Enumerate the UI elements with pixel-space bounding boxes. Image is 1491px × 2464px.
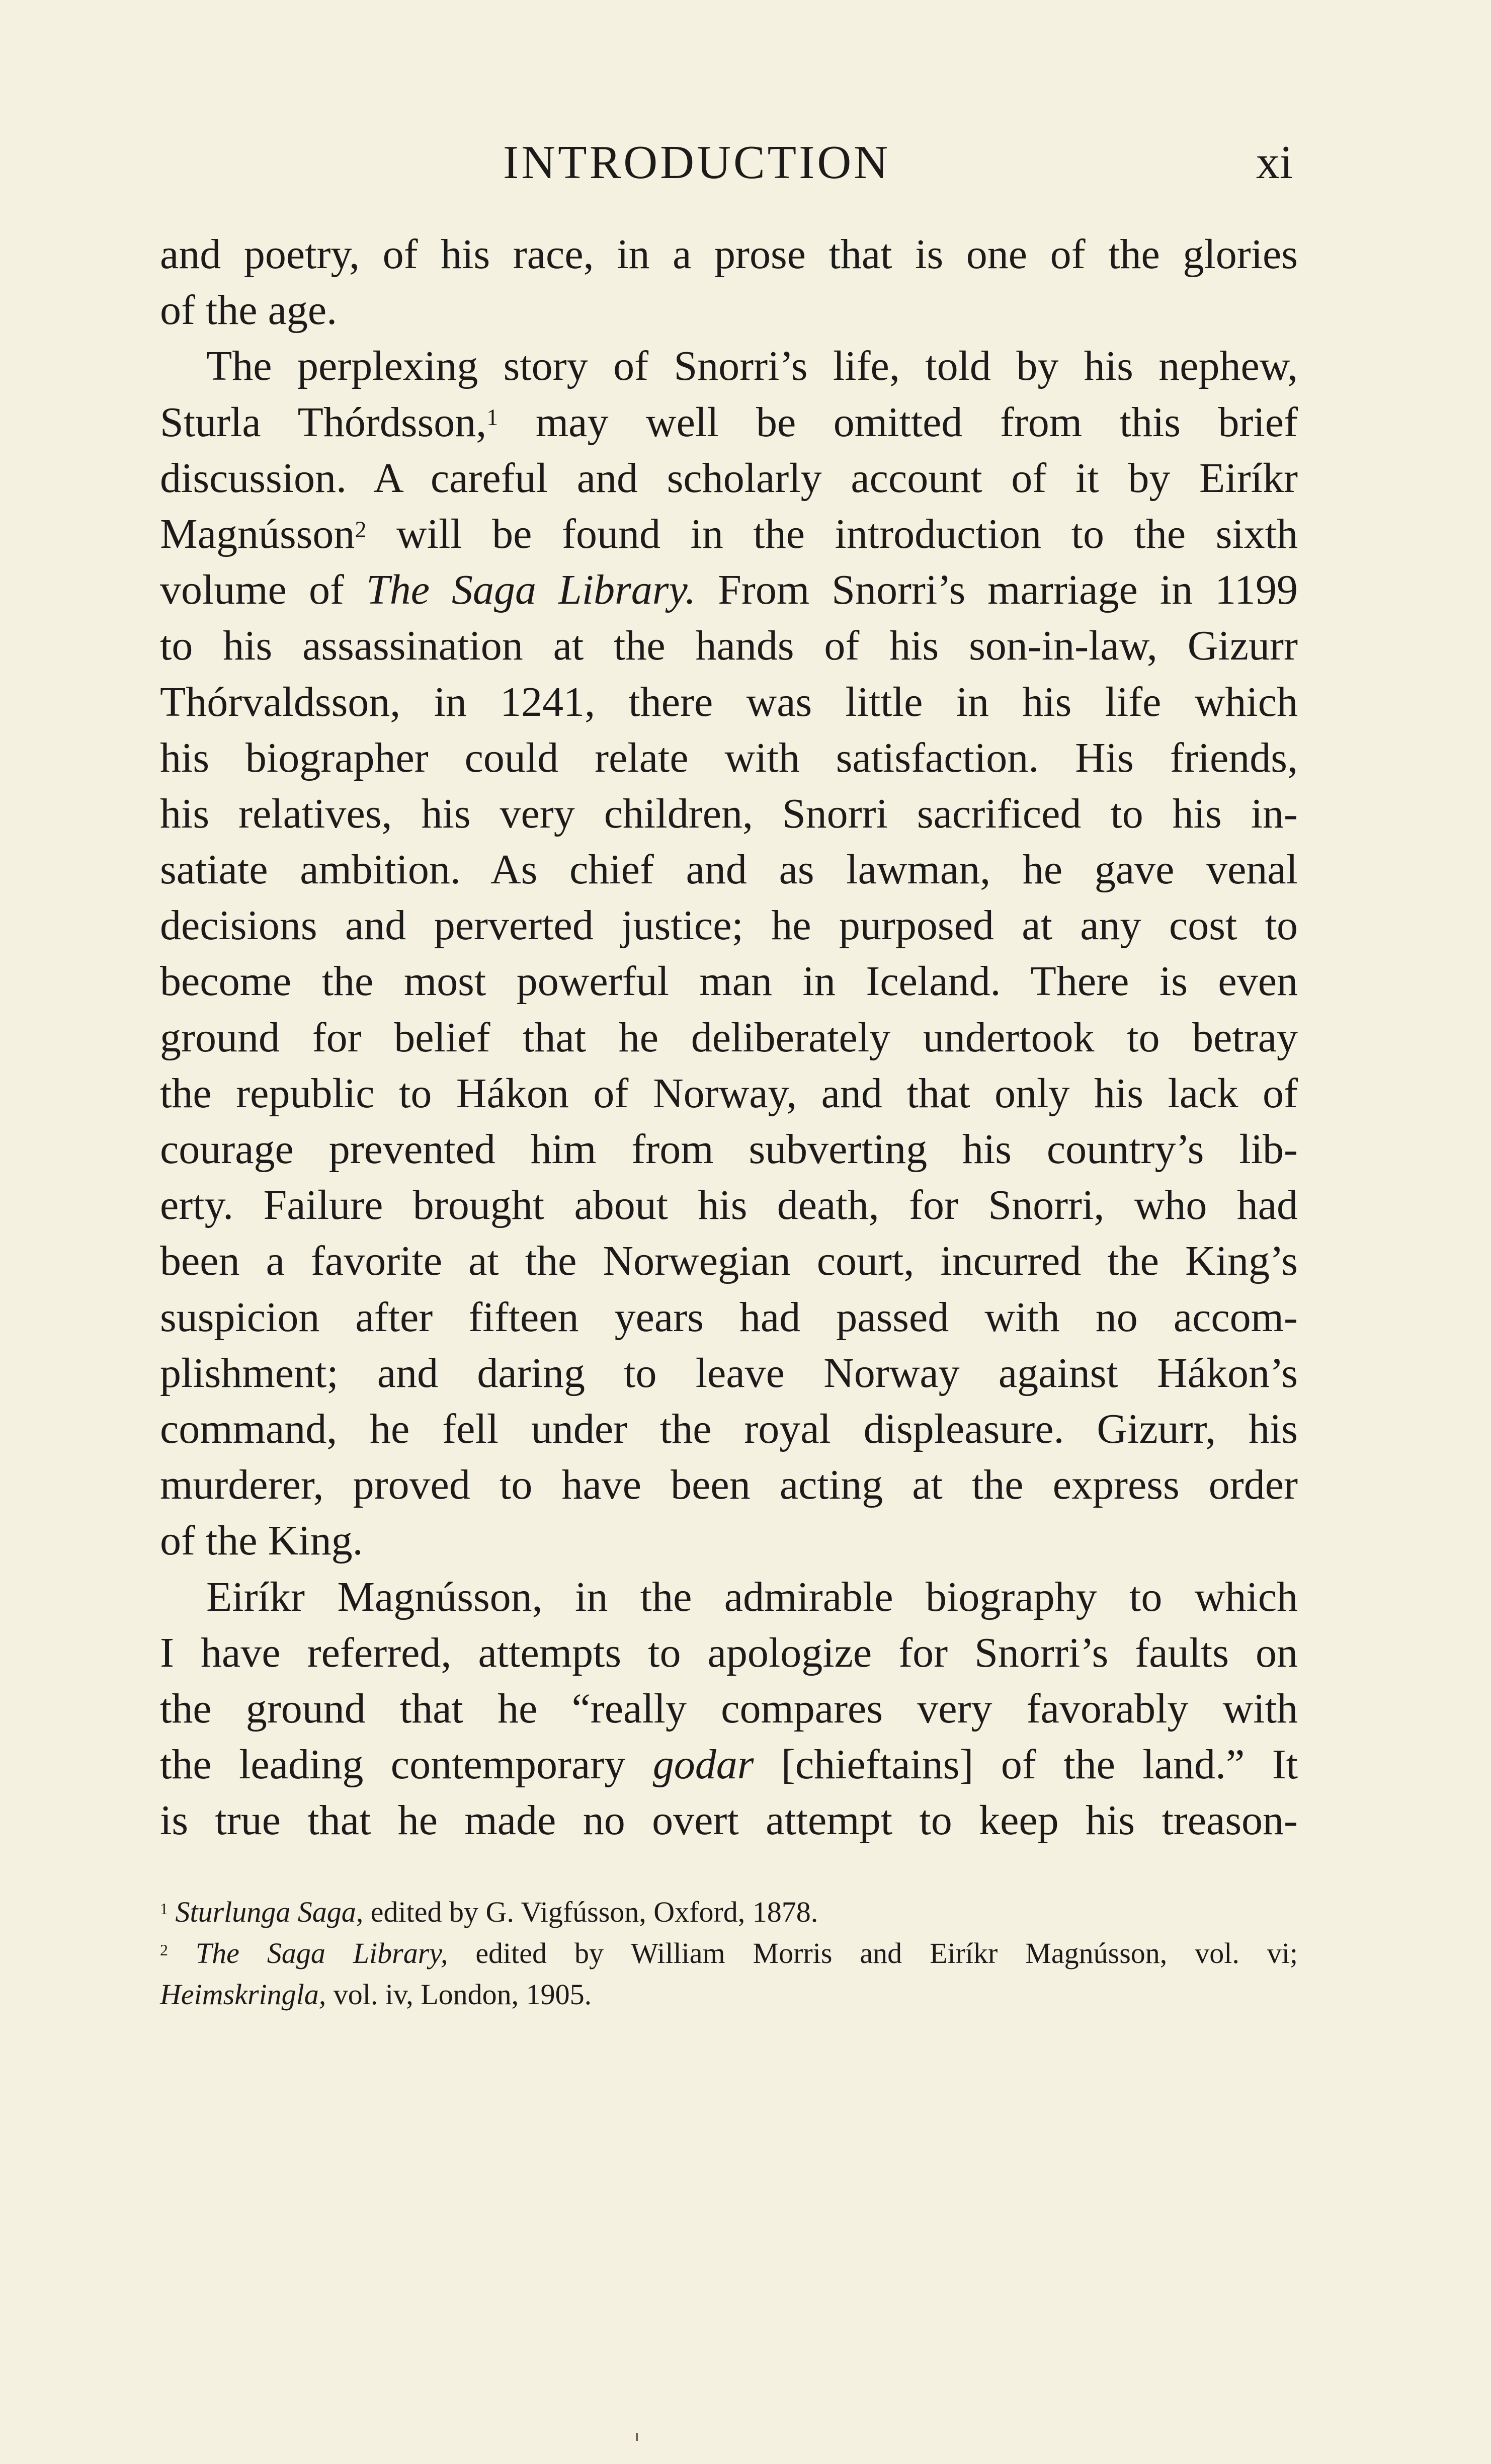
- footnote: [160, 1892, 1298, 1933]
- text-fragment: Sturla Thórdsson,: [160, 398, 487, 446]
- footnote-title: The Saga Library,: [195, 1937, 448, 1969]
- footnote-ref: 1: [486, 404, 499, 431]
- text-line: his relatives, his very children, Snorri sacrificed to his in-: [160, 790, 1298, 837]
- text-line: satiate ambition. As chief and as lawman, he gave venal: [160, 846, 1298, 893]
- footnote-continuation: [160, 1974, 1298, 2015]
- text-line: Eiríkr Magnússon, in the admirable biography to which: [206, 1573, 1298, 1620]
- text-line: plishment; and daring to leave Norway against Hákon’s: [160, 1349, 1298, 1397]
- text-fragment: Magnússon: [160, 510, 355, 557]
- text-line: The perplexing story of Snorri’s life, told by his nephew,: [206, 343, 1298, 390]
- text-line: [160, 562, 1298, 618]
- footnote-ref: 2: [355, 516, 367, 542]
- text-line: command, he fell under the royal displeasure. Gizurr, his: [160, 1405, 1298, 1452]
- book-title: The Saga Library.: [366, 566, 696, 614]
- footnote-text: edited by William Morris and Eiríkr Magnússon, vol. vi;: [475, 1937, 1298, 1969]
- text-fragment: will be found in the introduction to the sixth: [396, 510, 1298, 557]
- page-header: [503, 135, 1313, 190]
- text-fragment: [chieftains] of the land.” It: [781, 1741, 1298, 1788]
- text-line: of the age.: [160, 287, 338, 334]
- text-line: suspicion after fifteen years had passed with no accom-: [160, 1293, 1298, 1341]
- text-line: decisions and perverted justice; he purposed at any cost to: [160, 902, 1298, 949]
- text-line: I have referred, attempts to apologize for Snorri’s faults on: [160, 1629, 1298, 1676]
- italic-term: godar: [652, 1741, 754, 1788]
- text-line: to his assassination at the hands of his son-in-law, Gizurr: [160, 622, 1298, 670]
- text-fragment: volume of: [160, 566, 344, 614]
- text-line: of the King.: [160, 1517, 363, 1565]
- footnote-text: edited by G. Vigfússon, Oxford, 1878.: [370, 1896, 818, 1928]
- text-line: ground for belief that he deliberately undertook to betray: [160, 1014, 1298, 1061]
- text-line: become the most powerful man in Iceland. There is even: [160, 958, 1298, 1005]
- text-line: been a favorite at the Norwegian court, incurred the King’s: [160, 1238, 1298, 1285]
- text-line: [160, 1737, 1298, 1792]
- footnotes: [160, 1892, 1298, 2015]
- text-fragment: From Snorri’s marriage in 1199: [718, 566, 1298, 614]
- text-line: murderer, proved to have been acting at the express order: [160, 1461, 1298, 1509]
- footnote-title: Heimskringla,: [160, 1978, 326, 2011]
- text-line: courage prevented him from subverting his country’s lib-: [160, 1126, 1298, 1173]
- footnote: [160, 1933, 1298, 1974]
- text-fragment: may well be omitted from this brief: [535, 398, 1298, 446]
- footnote-title: Sturlunga Saga,: [175, 1896, 364, 1928]
- page-speck: [636, 2433, 638, 2441]
- text-line: the ground that he “really compares very favorably with: [160, 1685, 1298, 1732]
- text-line: [160, 394, 1298, 450]
- footnote-text: vol. iv, London, 1905.: [333, 1978, 592, 2011]
- text-line: discussion. A careful and scholarly account of it by Eiríkr: [160, 454, 1298, 502]
- text-fragment: the leading contemporary: [160, 1741, 626, 1788]
- text-line: is true that he made no overt attempt to keep his treason-: [160, 1797, 1298, 1844]
- text-line: his biographer could relate with satisfaction. His friends,: [160, 734, 1298, 781]
- text-line: erty. Failure brought about his death, for Snorri, who had: [160, 1182, 1298, 1229]
- footnote-number: 1: [160, 1900, 168, 1918]
- text-line: the republic to Hákon of Norway, and that only his lack of: [160, 1070, 1298, 1117]
- text-line: [160, 506, 1298, 562]
- running-title: INTRODUCTION: [503, 136, 891, 189]
- page-number: xi: [1256, 136, 1293, 189]
- footnote-number: 2: [160, 1941, 168, 1959]
- text-line: and poetry, of his race, in a prose that is one of the glories: [160, 231, 1298, 278]
- main-text: [160, 226, 1298, 1848]
- text-line: Thórvaldsson, in 1241, there was little in his life which: [160, 678, 1298, 725]
